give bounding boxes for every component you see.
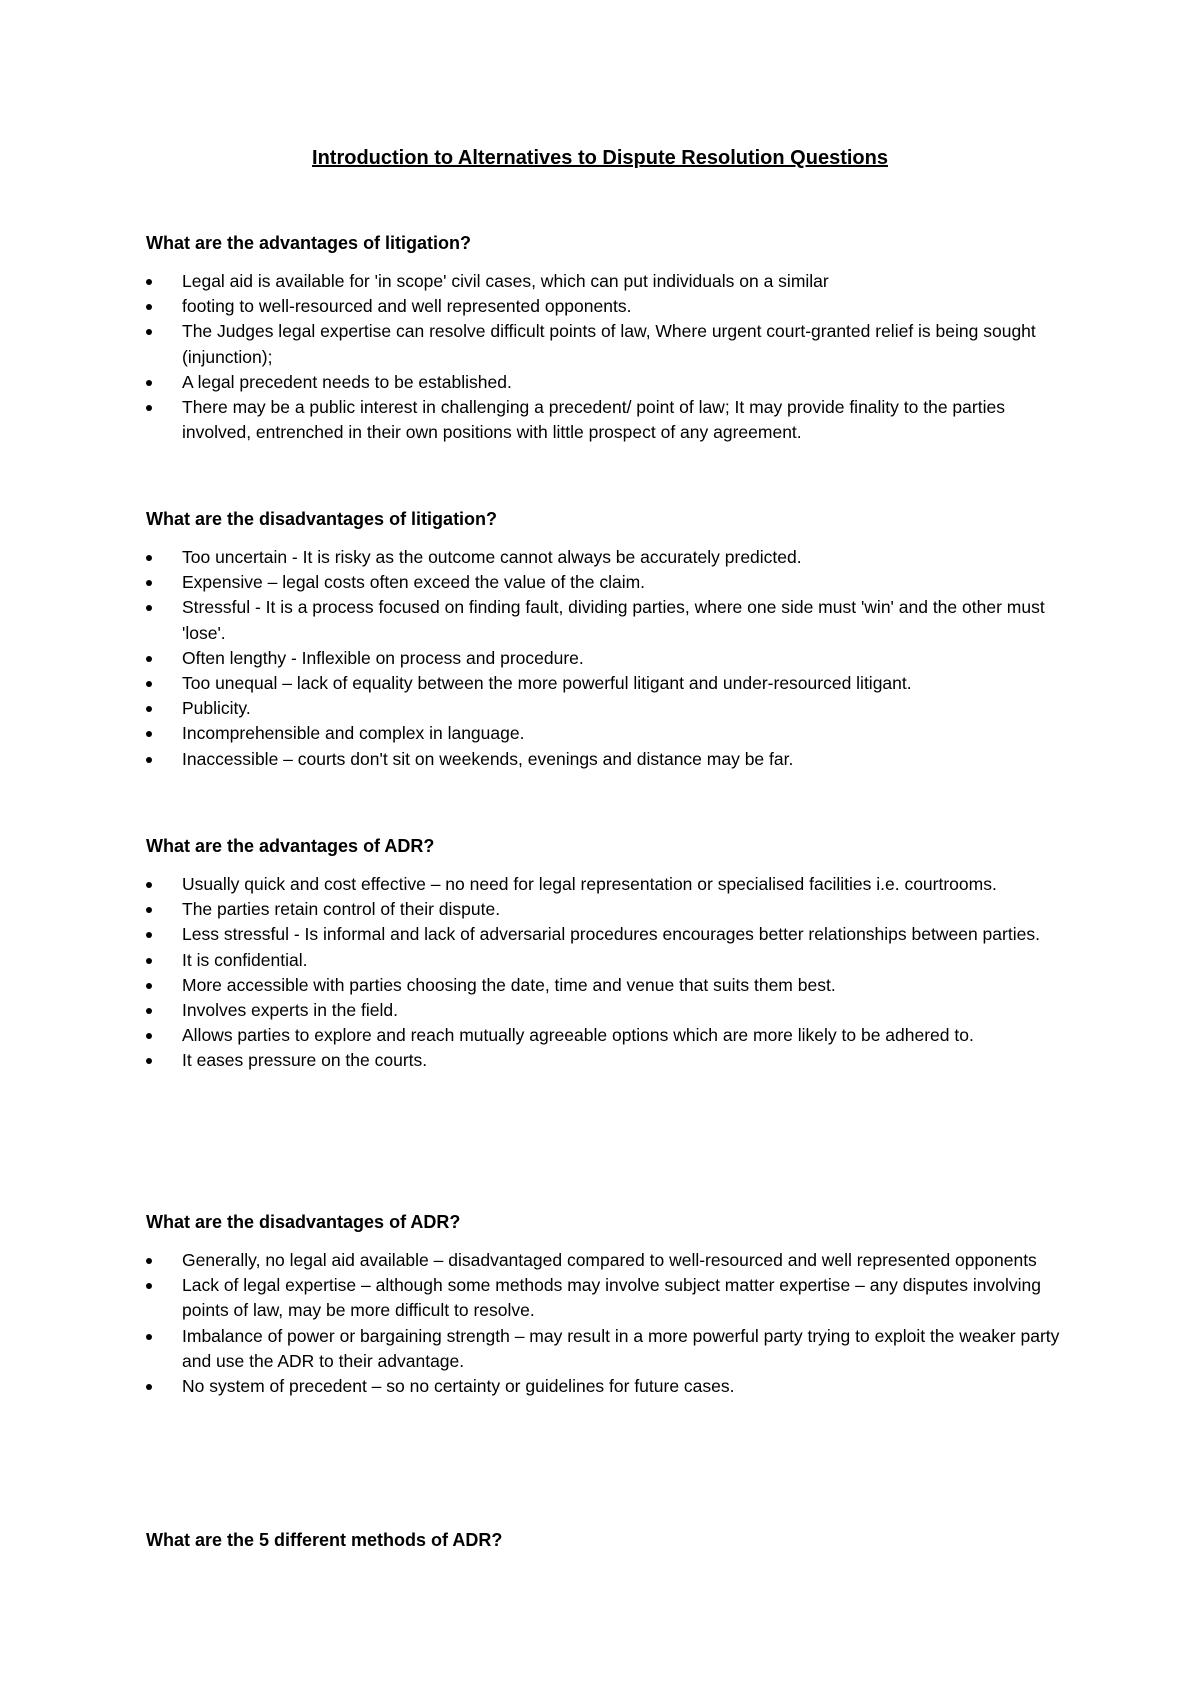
bullet-item xyxy=(146,1023,1066,1048)
bullet-text: Generally, no legal aid available – disadvantaged compared to well-resourced and well represented opponents xyxy=(182,1250,1037,1270)
bullet-icon xyxy=(146,656,152,662)
bullet-icon xyxy=(146,1258,152,1264)
bullet-text: It is confidential. xyxy=(182,949,308,970)
bullet-item xyxy=(146,948,1066,973)
section-adr-advantages xyxy=(146,834,1066,1074)
bullet-text: There may be a public interest in challenging a precedent/ point of law; It may provide finality to the parties involved, entrenched in their own positions with little prospect of any agreement. xyxy=(182,397,1005,443)
bullet-text: Too uncertain - It is risky as the outcome cannot always be accurately predicted. xyxy=(182,547,802,567)
bullet-item xyxy=(146,872,1066,897)
bullet-text: Incomprehensible and complex in language. xyxy=(182,723,525,744)
bullet-icon xyxy=(146,279,152,285)
section-heading: What are the advantages of ADR? xyxy=(146,836,435,856)
bullet-text: Publicity. xyxy=(182,698,251,719)
section-adr-disadvantages xyxy=(146,1210,1066,1399)
bullet-item xyxy=(146,646,1066,671)
bullet-item xyxy=(146,1374,1066,1399)
bullet-text: The parties retain control of their dispute. xyxy=(182,899,501,920)
section-adr-methods xyxy=(146,1528,1066,1566)
bullet-icon xyxy=(146,405,152,411)
bullet-text: No system of precedent – so no certainty or guidelines for future cases. xyxy=(182,1376,735,1397)
bullet-item xyxy=(146,696,1066,721)
bullet-item xyxy=(146,1248,1066,1273)
bullet-item xyxy=(146,370,1066,395)
bullet-icon xyxy=(146,958,152,964)
bullet-item xyxy=(146,545,1066,570)
bullet-item xyxy=(146,294,1066,319)
bullet-text: Lack of legal expertise – although some methods may involve subject matter expertise – any disputes involving points of law, may be more difficult to resolve. xyxy=(182,1275,1041,1321)
bullet-text: It eases pressure on the courts. xyxy=(182,1050,428,1071)
bullet-icon xyxy=(146,681,152,687)
bullet-icon xyxy=(146,1334,152,1340)
bullet-icon xyxy=(146,932,152,938)
bullet-item xyxy=(146,595,1066,645)
bullet-icon xyxy=(146,1384,152,1390)
section-heading: What are the disadvantages of ADR? xyxy=(146,1212,461,1232)
bullet-icon xyxy=(146,757,152,763)
bullet-item xyxy=(146,973,1066,998)
bullet-text: Inaccessible – courts don't sit on weekends, evenings and distance may be far. xyxy=(182,748,794,769)
bullet-item xyxy=(146,319,1066,369)
bullet-text: footing to well-resourced and well represented opponents. xyxy=(182,296,632,317)
document-title: Introduction to Alternatives to Dispute Resolution Questions xyxy=(312,147,888,169)
bullet-item xyxy=(146,671,1066,696)
bullet-icon xyxy=(146,329,152,335)
bullet-icon xyxy=(146,555,152,561)
bullet-text: The Judges legal expertise can resolve difficult points of law, Where urgent court-granted relief is being sought (injunction); xyxy=(182,321,1036,367)
bullet-text: Stressful - It is a process focused on finding fault, dividing parties, where one side must 'win' and the other must 'lose'. xyxy=(182,597,1045,643)
section-litigation-advantages xyxy=(146,231,1066,445)
bullet-item xyxy=(146,570,1066,595)
bullet-icon xyxy=(146,1058,152,1064)
bullet-icon xyxy=(146,706,152,712)
bullet-icon xyxy=(146,1283,152,1289)
bullet-icon xyxy=(146,1008,152,1014)
bullet-icon xyxy=(146,907,152,913)
bullet-text: Legal aid is available for 'in scope' civil cases, which can put individuals on a similar xyxy=(182,271,829,291)
bullet-list xyxy=(146,269,1066,445)
bullet-text: Too unequal – lack of equality between the more powerful litigant and under-resourced litigant. xyxy=(182,673,912,694)
bullet-item xyxy=(146,269,1066,294)
bullet-text: Expensive – legal costs often exceed the value of the claim. xyxy=(182,572,646,593)
bullet-text: Involves experts in the field. xyxy=(182,1000,398,1021)
bullet-icon xyxy=(146,580,152,586)
bullet-item xyxy=(146,998,1066,1023)
bullet-text: Allows parties to explore and reach mutually agreeable options which are more likely to be adhered to. xyxy=(182,1025,974,1046)
section-heading: What are the 5 different methods of ADR? xyxy=(146,1530,503,1550)
section-heading: What are the advantages of litigation? xyxy=(146,233,472,253)
bullet-list xyxy=(146,545,1066,772)
bullet-icon xyxy=(146,605,152,611)
bullet-text: More accessible with parties choosing the date, time and venue that suits them best. xyxy=(182,974,836,995)
bullet-icon xyxy=(146,304,152,310)
bullet-text: Less stressful - Is informal and lack of adversarial procedures encourages better relationships between parties. xyxy=(182,924,1040,945)
section-heading: What are the disadvantages of litigation? xyxy=(146,509,498,529)
bullet-item xyxy=(146,1324,1066,1374)
bullet-list xyxy=(146,1248,1066,1399)
bullet-item xyxy=(146,1273,1066,1323)
bullet-icon xyxy=(146,731,152,737)
bullet-item xyxy=(146,922,1066,947)
bullet-text: Usually quick and cost effective – no need for legal representation or specialised facilities i.e. courtrooms. xyxy=(182,874,997,894)
bullet-item xyxy=(146,395,1066,445)
bullet-item xyxy=(146,897,1066,922)
bullet-icon xyxy=(146,380,152,386)
bullet-text: Imbalance of power or bargaining strength – may result in a more powerful party trying to exploit the weaker party and use the ADR to their advantage. xyxy=(182,1325,1060,1371)
bullet-item xyxy=(146,747,1066,772)
bullet-text: Often lengthy - Inflexible on process and procedure. xyxy=(182,647,584,668)
bullet-icon xyxy=(146,983,152,989)
section-litigation-disadvantages xyxy=(146,507,1066,772)
bullet-list xyxy=(146,872,1066,1074)
bullet-icon xyxy=(146,882,152,888)
bullet-icon xyxy=(146,1033,152,1039)
bullet-item xyxy=(146,1048,1066,1073)
bullet-text: A legal precedent needs to be established. xyxy=(182,371,512,392)
bullet-item xyxy=(146,721,1066,746)
